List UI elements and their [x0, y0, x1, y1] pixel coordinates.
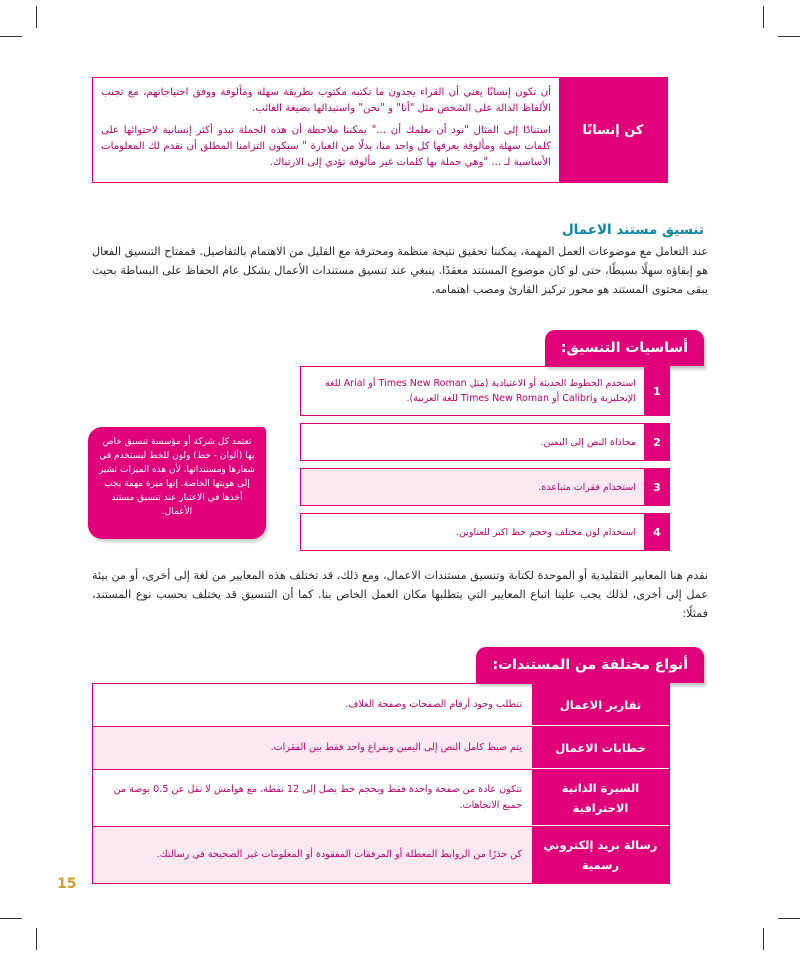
- be-human-content: [93, 78, 559, 182]
- basics-list: [300, 366, 670, 558]
- list-item-text: استخدام لون مختلف وحجم خط اكبر للعناوين.: [300, 513, 644, 551]
- list-item-text: استخدم الخطوط الحديثة أو الاعتيادية (مثل Times New Roman أو Arial للغة الإنجليزية وCalibri أو Times New Roman للغة العربية).: [300, 366, 644, 416]
- be-human-label: كن إنسانًا: [559, 78, 667, 182]
- be-human-paragraph-1: أن تكون إنسانًا يعني أن القراء يجدون ما تكتبه مكتوب بطريقة سهلة ومألوفة ووفق احتياجاتهم، مع تجنب الألفاظ الدالة على الشخص مثل "أنا" و "نحن" واستبدالها بصيغة الغائب.: [101, 87, 551, 114]
- list-item: [300, 468, 670, 506]
- crop-mark: [763, 6, 764, 28]
- doctypes-title: أنواع مختلفة من المستندات:: [476, 647, 704, 683]
- doctype-label: السيرة الذاتية الاحترافية: [532, 770, 669, 826]
- crop-mark: [36, 928, 37, 950]
- table-row: [92, 727, 670, 770]
- branding-note: تعتمد كل شركة أو مؤسسة تنسيق خاص بها (ألوان - خط) ولون للخط ليستخدم في شعارها ومستنداتها، لأن هذه الميزات تشير إلى هويتها الخاصة. إنها ميزة مهمة يجب أخذها في الاعتبار عند تنسيق مستند الأعمال.: [88, 427, 266, 539]
- intro-paragraph: عند التعامل مع موضوعات العمل المهمة، يمكننا تحقيق نتيجة منظمة ومحترفة مع القليل من الاهتمام بالتفاصيل. فمفتاح التنسيق الفعال هو إبقاؤه سهلًا بسيطًا، حتى لو كان موضوع المستند معقدًا. ينبغي عند تنسيق مستندات الأعمال بشكل عام الحفاظ على البساطة بحيث يبقى محتوى المستند هو محور تركيز القارئ ومصب اهتمامه.: [92, 245, 708, 296]
- list-item-number: 1: [644, 366, 670, 416]
- crop-mark: [36, 6, 37, 28]
- list-item: [300, 423, 670, 461]
- crop-mark: [778, 918, 800, 919]
- list-item-text: محاذاة النص إلى اليمين.: [300, 423, 644, 461]
- crop-mark: [778, 36, 800, 37]
- crop-mark: [763, 928, 764, 950]
- doctype-label: خطابات الاعمال: [532, 727, 669, 769]
- doctype-description: يتم ضبط كامل النص إلى اليمين وبفراغ واحد فقط بين الفقرات.: [93, 727, 532, 769]
- doctype-label: تقارير الاعمال: [532, 684, 669, 726]
- table-row: [92, 770, 670, 827]
- list-item-number: 3: [644, 468, 670, 506]
- table-row: [92, 827, 670, 884]
- list-item-text: استخدام فقرات متباعدة.: [300, 468, 644, 506]
- basics-title: أساسيات التنسيق:: [545, 330, 704, 366]
- doctype-label: رسالة بريد إلكتروني رسمية: [532, 827, 669, 883]
- crop-mark: [0, 918, 22, 919]
- doctype-description: تتكون عادة من صفحة واحدة فقط وبحجم خط يصل إلى 12 نقطة، مع هوامش لا تقل عن 0.5 بوصة من جميع الاتجاهات.: [113, 784, 522, 811]
- section-title: تنسيق مستند الاعمال: [561, 222, 704, 238]
- page-number: 15: [57, 876, 77, 892]
- table-row: [92, 683, 670, 727]
- doctype-description: تتطلب وجود أرقام الصفحات وصفحة الغلاف.: [345, 699, 522, 710]
- be-human-paragraph-2: استنادًا إلى المثال "نود أن نعلمك أن ..." يمكننا ملاحظة أن هذه الجملة تبدو أكثر إنسانية لاحتوائها على كلمات سهلة ومألوفة يعرفها كل واحد منا، بدلًا من العبارة " سيكون التزامنا المطلق أن نقدم لك المعلومات الأساسية لـ ... "وهي جملة بها كلمات غير مألوفة تؤدي إلى الارتباك.: [101, 125, 551, 168]
- list-item-number: 2: [644, 423, 670, 461]
- standards-paragraph: نقدم هنا المعايير التقليدية أو الموحدة لكتابة وتنسيق مستندات الاعمال، ومع ذلك، قد تختلف هذه المعايير من لغة إلى أخرى، أو من بيئة عمل إلى أخرى، لذلك يجب علينا اتباع المعايير التي يتطلبها مكان العمل الخاص بنا. كما أن التنسيق قد يختلف بحسب نوع المستند، فمثلًا:: [92, 569, 708, 620]
- list-item: [300, 513, 670, 551]
- be-human-box: [92, 77, 668, 183]
- crop-mark: [0, 36, 22, 37]
- doctype-description: كن حذرًا من الروابط المعطلة أو المرفقات المفقودة أو المعلومات غير الصحيحة في رسالتك.: [93, 827, 532, 883]
- doctypes-table: [92, 683, 670, 884]
- list-item-number: 4: [644, 513, 670, 551]
- list-item: [300, 366, 670, 416]
